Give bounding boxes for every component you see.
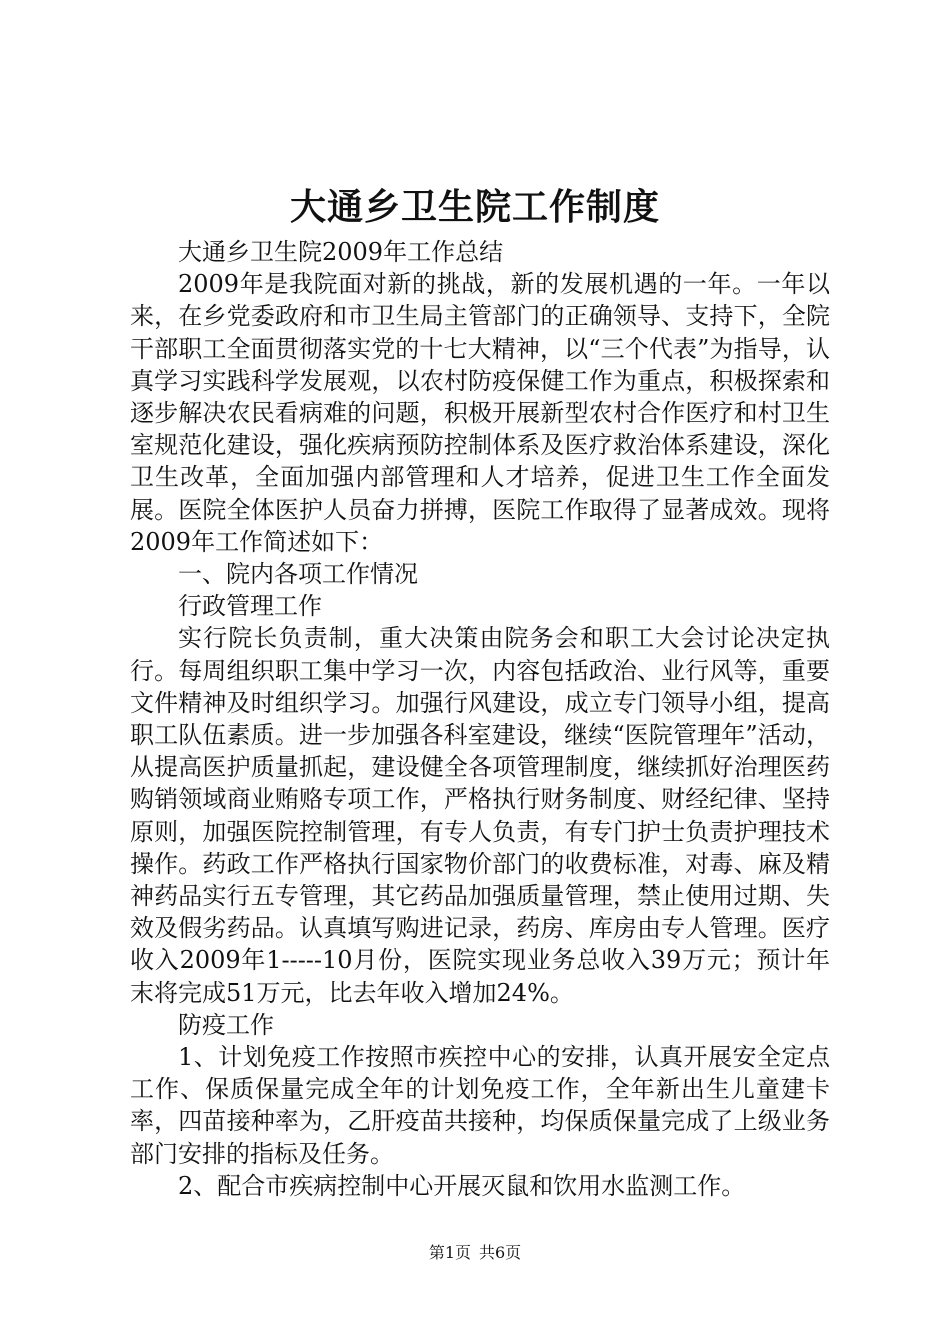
paragraph-section-heading: 一、院内各项工作情况 — [178, 560, 418, 589]
document-body — [130, 236, 830, 1202]
document-title: 大通乡卫生院工作制度 — [289, 186, 660, 228]
paragraph-report-title: 大通乡卫生院2009年工作总结 — [178, 238, 504, 266]
page-footer — [0, 1241, 950, 1265]
paragraph-epidemic-heading: 防疫工作 — [178, 1010, 274, 1039]
paragraph-admin-heading: 行政管理工作 — [178, 592, 322, 621]
page-number: 第1页 — [428, 1243, 471, 1262]
page-total: 共6页 — [479, 1243, 522, 1262]
paragraph-epidemic-item-2: 2、配合市疾病控制中心开展灭鼠和饮用水监测工作。 — [178, 1171, 746, 1200]
paragraph-admin-body: 实行院长负责制，重大决策由院务会和职工大会讨论决定执行。每周组织职工集中学习一次，内容包括政治、业行风等，重要文件精神及时组织学习。加强行风建设，成立专门领导小组，提高职工队伍素质。进一步加强各科室建设，继续“医院管理年”活动，从提高医护质量抓起，建设健全各项管理制度，继续抓好治理医药购销领域商业贿赂专项工作，严格执行财务制度、财经纪律、坚持原则，加强医院控制管理，有专人负责，有专门护士负责护理技术操作。药政工作严格执行国家物价部门的收费标准，对毒、麻及精神药品实行五专管理，其它药品加强质量管理，禁止使用过期、失效及假劣药品。认真填写购进记录，药房、库房由专人管理。医疗收入2009年1-----10月份，医院实现业务总收入39万元；预计年末将完成51万元，比去年收入增加24%。 — [130, 624, 830, 1007]
paragraph-intro: 2009年是我院面对新的挑战，新的发展机遇的一年。一年以来，在乡党委政府和市卫生局主管部门的正确领导、支持下，全院干部职工全面贯彻落实党的十七大精神，以“三个代表”为指导，认真学习实践科学发展观，以农村防疫保健工作为重点，积极探索和逐步解决农民看病难的问题，积极开展新型农村合作医疗和村卫生室规范化建设，强化疾病预防控制体系及医疗救治体系建设，深化卫生改革，全面加强内部管理和人才培养，促进卫生工作全面发展。医院全体医护人员奋力拼搏，医院工作取得了显著成效。现将2009年工作简述如下： — [130, 270, 830, 556]
paragraph-epidemic-item-1: 1、计划免疫工作按照市疾控中心的安排，认真开展安全定点工作、保质保量完成全年的计划免疫工作，全年新出生儿童建卡率，四苗接种率为，乙肝疫苗共接种，均保质保量完成了上级业务部门安排的指标及任务。 — [130, 1043, 830, 1168]
